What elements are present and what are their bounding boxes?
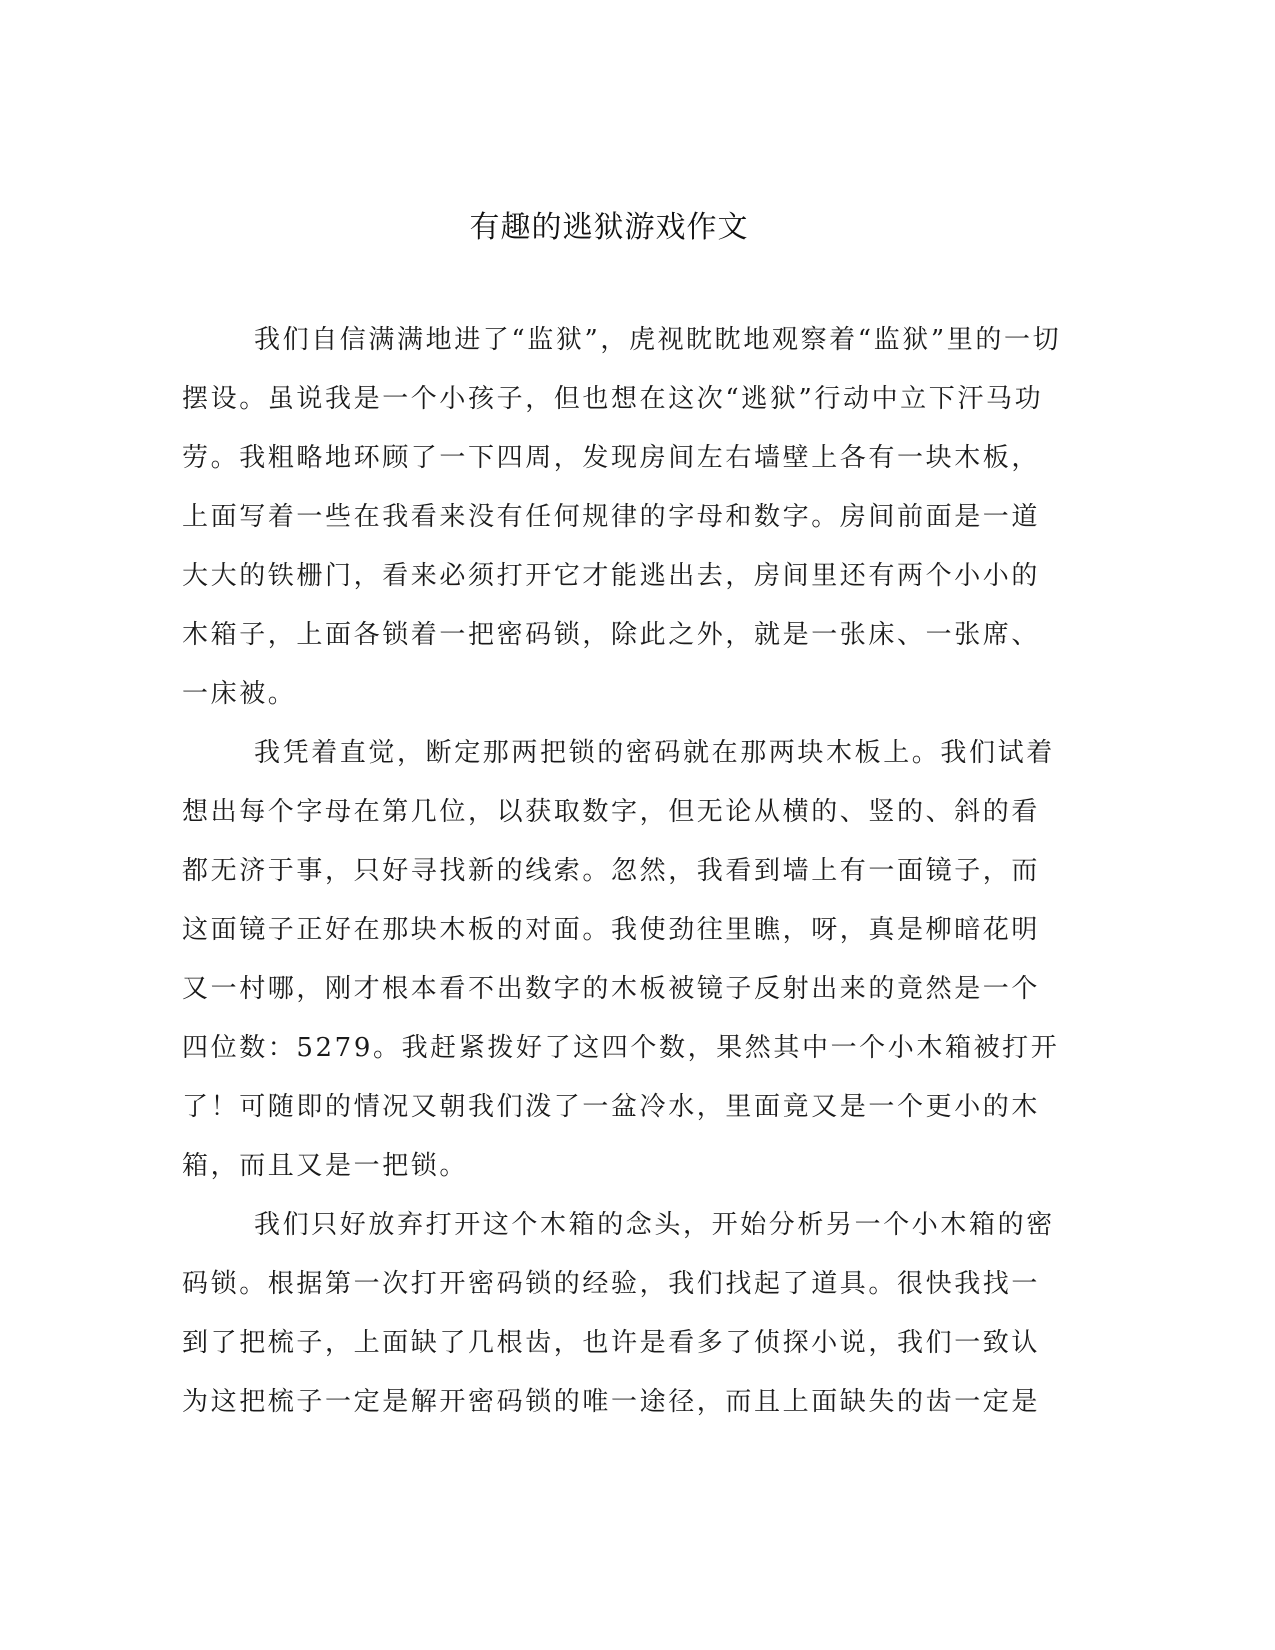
paragraph-line: 为这把梳子一定是解开密码锁的唯一途径，而且上面缺失的齿一定是 (182, 1387, 1041, 1417)
paragraph-line: 摆设。虽说我是一个小孩子，但也想在这次“逃狱”行动中立下汗马功 (182, 384, 1044, 414)
paragraph-line: 这面镜子正好在那块木板的对面。我使劲往里瞧，呀，真是柳暗花明 (182, 915, 1041, 945)
paragraph-line: 我们只好放弃打开这个木箱的念头，开始分析另一个小木箱的密 (254, 1210, 1055, 1240)
paragraph-line: 码锁。根据第一次打开密码锁的经验，我们找起了道具。很快我找一 (182, 1269, 1041, 1299)
document-title: 有趣的逃狱游戏作文 (469, 210, 749, 245)
paragraph (182, 311, 1062, 724)
paragraph (182, 1196, 1055, 1432)
paragraph-line: 我凭着直觉，断定那两把锁的密码就在那两块木板上。我们试着 (254, 738, 1055, 768)
document-body (182, 311, 1062, 1432)
paragraph-line: 木箱子，上面各锁着一把密码锁，除此之外，就是一张床、一张席、 (182, 620, 1041, 650)
paragraph-line: 都无济于事，只好寻找新的线索。忽然，我看到墙上有一面镜子，而 (182, 856, 1041, 886)
paragraph-line: 想出每个字母在第几位，以获取数字，但无论从横的、竖的、斜的看 (182, 797, 1041, 827)
paragraph-line: 劳。我粗略地环顾了一下四周，发现房间左右墙壁上各有一块木板， (182, 443, 1041, 473)
paragraph (182, 724, 1060, 1196)
paragraph-line: 四位数：5279。我赶紧拨好了这四个数，果然其中一个小木箱被打开 (182, 1033, 1060, 1063)
paragraph-line: 大大的铁栅门，看来必须打开它才能逃出去，房间里还有两个小小的 (182, 561, 1041, 591)
paragraph-line: 到了把梳子，上面缺了几根齿，也许是看多了侦探小说，我们一致认 (182, 1328, 1041, 1358)
paragraph-line: 我们自信满满地进了“监狱”，虎视眈眈地观察着“监狱”里的一切 (254, 325, 1062, 355)
paragraph-line: 又一村哪，刚才根本看不出数字的木板被镜子反射出来的竟然是一个 (182, 974, 1041, 1004)
paragraph-line: 箱，而且又是一把锁。 (182, 1151, 469, 1181)
paragraph-line: 上面写着一些在我看来没有任何规律的字母和数字。房间前面是一道 (182, 502, 1041, 532)
paragraph-line: 一床被。 (182, 679, 297, 709)
paragraph-line: 了！可随即的情况又朝我们泼了一盆冷水，里面竟又是一个更小的木 (182, 1092, 1041, 1122)
